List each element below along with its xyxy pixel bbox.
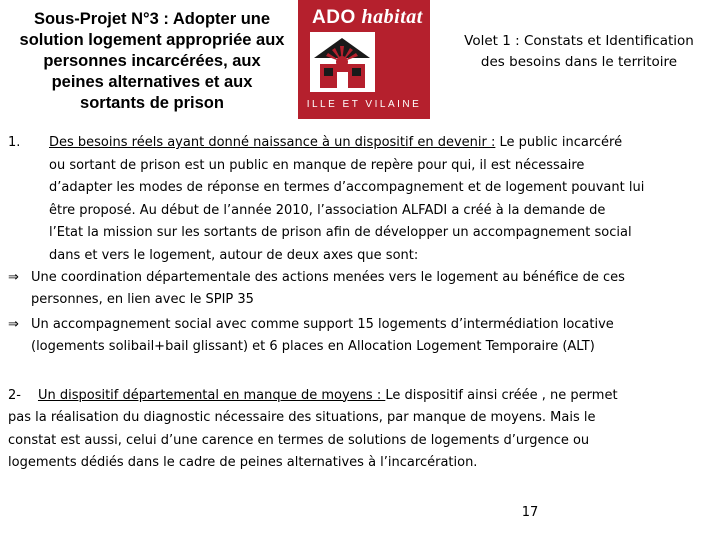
page-number: 17 [521, 505, 539, 520]
section-1-line: dans et vers le logement, autour de deux axes que sont: [49, 247, 419, 263]
bullet-line: (logements solibail+bail glissant) et 6 places en Allocation Logement Temporaire (ALT) [31, 339, 595, 354]
sun-house-icon [310, 32, 375, 92]
section-1-heading: Des besoins réels ayant donné naissance à un dispositif en devenir : [49, 135, 496, 150]
logo-brand-ado: ADO [312, 7, 356, 28]
section-1-lead: Le public incarcéré [495, 135, 623, 150]
section-1-number: 1. [8, 135, 21, 150]
title-line: peines alternatives et aux [51, 73, 253, 91]
ado-habitat-logo [298, 0, 430, 119]
section-2-first-line [8, 385, 618, 408]
volet-line: des besoins dans le territoire [480, 54, 678, 70]
arrow-icon: ⇒ [8, 316, 19, 332]
volet-line: Volet 1 : Constats et Identification [464, 33, 694, 49]
section-1-first-line [49, 132, 622, 155]
section-1-line: ou sortant de prison est un public en manque de repère pour qui, il est nécessaire [49, 157, 585, 173]
section-1-line: être proposé. Au début de l’année 2010, l’association ALFADI a créé à la demande de [49, 202, 606, 218]
title-line: sortants de prison [80, 94, 224, 112]
logo-emblem [310, 32, 375, 92]
page-title [2, 9, 302, 114]
volet-heading [440, 31, 718, 73]
section-2-heading: Un dispositif départemental en manque de moyens : [37, 387, 386, 403]
section-2-line: constat est aussi, celui d’une carence en termes de solutions de logements d’urgence ou [8, 432, 590, 448]
section-2-line: pas la réalisation du diagnostic nécessaire des situations, par manque de moyens. Mais le [8, 410, 596, 425]
logo-region: ILLE ET VILAINE [306, 99, 422, 110]
bullet-line: personnes, en lien avec le SPIP 35 [31, 292, 254, 307]
title-line: solution logement appropriée aux [19, 31, 285, 49]
section-1-line: d’adapter les modes de réponse en termes d’accompagnement et de logement pouvant lui [49, 180, 645, 195]
section-2-number: 2- [8, 387, 21, 403]
logo-brand-habitat: habitat [361, 6, 423, 28]
title-line: personnes incarcérées, aux [43, 52, 261, 70]
title-line: Sous-Projet N°3 : Adopter une [33, 10, 271, 28]
section-2-line: logements dédiés dans le cadre de peines alternatives à l’incarcération. [8, 455, 478, 470]
arrow-icon: ⇒ [8, 269, 19, 285]
logo-brand [312, 6, 423, 29]
bullet-line: Une coordination départementale des actions menées vers le logement au bénéfice de ces [31, 269, 625, 285]
section-2-lead: Le dispositif ainsi créée , ne permet [385, 387, 618, 403]
bullet-line: Un accompagnement social avec comme support 15 logements d’intermédiation locative [31, 316, 614, 332]
section-1-line: l’Etat la mission sur les sortants de prison afin de développer un accompagnement social [49, 225, 632, 240]
